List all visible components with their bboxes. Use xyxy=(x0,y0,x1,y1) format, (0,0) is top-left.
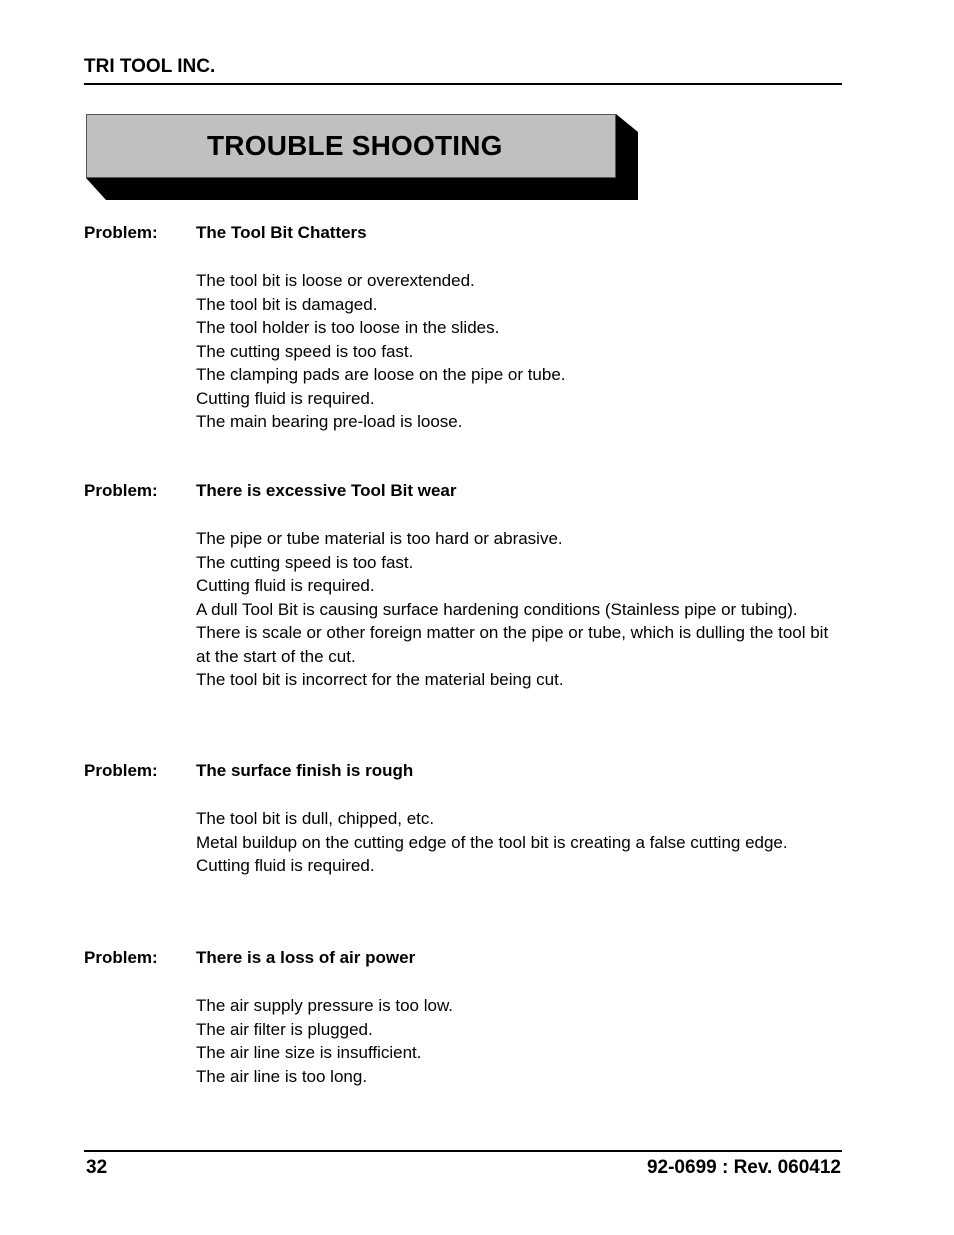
problem-label: Problem: xyxy=(84,223,158,242)
header-company: TRI TOOL INC. xyxy=(84,56,216,77)
page-title: TROUBLE SHOOTING xyxy=(207,130,503,161)
cause-item: Cutting fluid is required. xyxy=(196,576,375,595)
cause-item: The tool bit is incorrect for the material being cut. xyxy=(196,670,564,689)
cause-item: The pipe or tube material is too hard or abrasive. xyxy=(196,529,563,548)
cause-item: The air line size is insufficient. xyxy=(196,1043,422,1062)
problem-label: Problem: xyxy=(84,761,158,780)
cause-item: The air supply pressure is too low. xyxy=(196,996,454,1015)
cause-item: The tool holder is too loose in the slides. xyxy=(196,318,500,337)
cause-item: The main bearing pre-load is loose. xyxy=(196,412,463,431)
footer-rule xyxy=(84,1150,842,1152)
cause-list xyxy=(196,994,842,1088)
cause-item: The tool bit is dull, chipped, etc. xyxy=(196,809,435,828)
cause-item: The cutting speed is too fast. xyxy=(196,341,414,361)
title-banner xyxy=(86,114,638,200)
cause-item: The clamping pads are loose on the pipe or tube. xyxy=(196,365,566,384)
cause-item: The air line is too long. xyxy=(196,1066,368,1086)
problem-title: The Tool Bit Chatters xyxy=(196,223,367,242)
cause-item: There is scale or other foreign matter on the pipe or tube, which is dulling the tool bit at the start of the cut. xyxy=(196,623,829,666)
header-rule xyxy=(84,83,842,85)
problem-title: There is a loss of air power xyxy=(196,948,416,967)
cause-item: Metal buildup on the cutting edge of the tool bit is creating a false cutting edge. xyxy=(196,832,788,852)
problem-label: Problem: xyxy=(84,948,158,967)
cause-item: Cutting fluid is required. xyxy=(196,388,375,408)
cause-item: The tool bit is loose or overextended. xyxy=(196,271,475,290)
page-number: 32 xyxy=(86,1157,108,1178)
cause-item: The tool bit is damaged. xyxy=(196,294,378,314)
cause-item: The cutting speed is too fast. xyxy=(196,552,414,572)
cause-item: A dull Tool Bit is causing surface hardening conditions (Stainless pipe or tubing). xyxy=(196,599,798,619)
cause-list xyxy=(196,807,842,878)
problem-title: The surface finish is rough xyxy=(196,761,414,780)
cause-item: Cutting fluid is required. xyxy=(196,856,375,875)
document-revision: 92-0699 : Rev. 060412 xyxy=(646,1157,841,1178)
cause-item: The air filter is plugged. xyxy=(196,1019,373,1039)
problem-label: Problem: xyxy=(84,481,158,500)
cause-list xyxy=(196,269,842,434)
cause-list xyxy=(196,527,842,692)
problem-title: There is excessive Tool Bit wear xyxy=(196,481,457,500)
